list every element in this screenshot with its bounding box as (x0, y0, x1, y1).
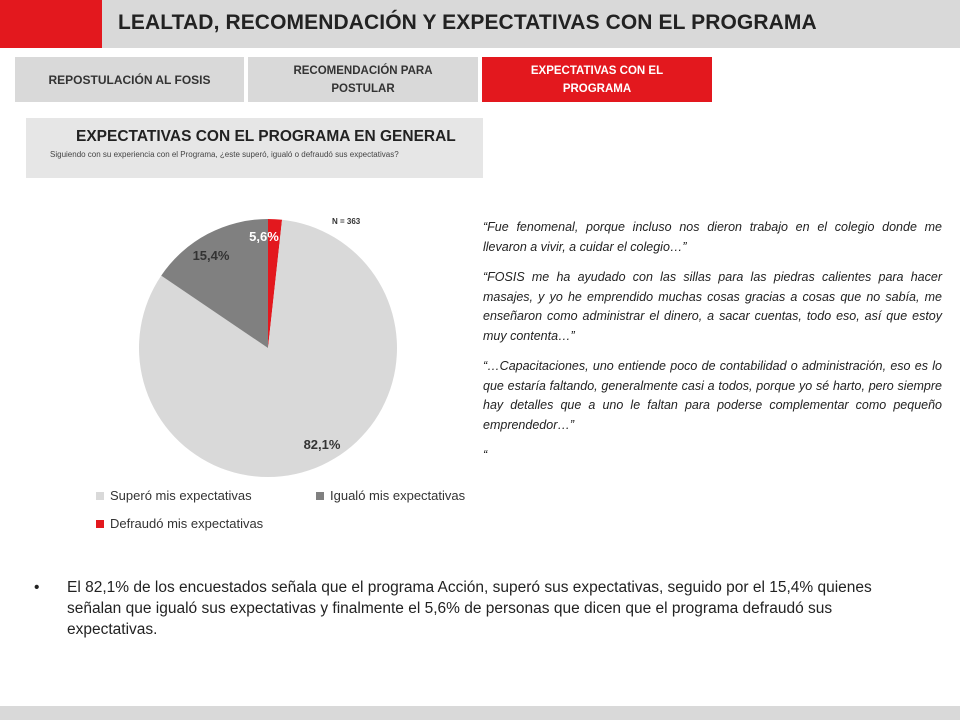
quote-4: “ (483, 448, 488, 462)
legend-swatch-supero (96, 492, 104, 500)
tab-recomendacion[interactable]: RECOMENDACIÓN PARA POSTULAR (248, 57, 478, 102)
section-subtitle: Siguiendo con su experiencia con el Programa, ¿este superó, igualó o defraudó sus expectativas? (50, 150, 399, 159)
legend-label-igualo: Igualó mis expectativas (330, 488, 466, 503)
data-label-defraudo: 5,6% (249, 229, 279, 244)
legend-swatch-defraudo (96, 520, 104, 528)
legend-item-igualo (316, 488, 465, 503)
tab-repostulacion[interactable]: REPOSTULACIÓN AL FOSIS (15, 57, 244, 102)
quotes-block (483, 218, 942, 477)
footer-bar (0, 706, 960, 720)
legend-label-defraudo: Defraudó mis expectativas (110, 516, 264, 531)
legend-item-defraudo (96, 516, 263, 531)
legend-swatch-igualo (316, 492, 324, 500)
sample-size-label: N = 363 (332, 217, 361, 226)
legend-label-supero: Superó mis expectativas (110, 488, 252, 503)
bullet-icon: • (34, 579, 40, 596)
data-label-igualo: 15,4% (192, 248, 230, 263)
section-title: EXPECTATIVAS CON EL PROGRAMA EN GENERAL (76, 128, 456, 145)
quote-2: “FOSIS me ha ayudado con las sillas para las piedras calientes para hacer masajes, y yo he emprendido muchas cosas gracias a cosas que no sabía, me enseñaron como administrar el dinero, a sacar cuentas, todo eso, así que estoy muy contenta…” (483, 270, 942, 343)
page-title: LEALTAD, RECOMENDACIÓN Y EXPECTATIVAS CON EL PROGRAMA (118, 11, 817, 34)
tab-expectativas[interactable]: EXPECTATIVAS CON EL PROGRAMA (482, 57, 712, 102)
quote-3: “…Capacitaciones, uno entiende poco de contabilidad o administración, eso es lo que estaría faltando, generalmente casi a todos, porque yo sé harto, pero siempre hay detalles que a uno le faltan para poderse complementar como pequeño emprendedor…” (483, 359, 942, 432)
data-label-supero: 82,1% (303, 437, 341, 452)
legend-item-supero (96, 488, 252, 503)
summary-text: El 82,1% de los encuestados señala que el programa Acción, superó sus expectativas, seguido por el 15,4% quienes señalan que igualó sus expectativas y finalmente el 5,6% de personas que dicen que el programa defraudó sus expectativas. (67, 579, 872, 638)
quote-1: “Fue fenomenal, porque incluso nos dieron trabajo en el colegio donde me llevaron a vivir, a cuidar el colegio…” (483, 220, 942, 254)
